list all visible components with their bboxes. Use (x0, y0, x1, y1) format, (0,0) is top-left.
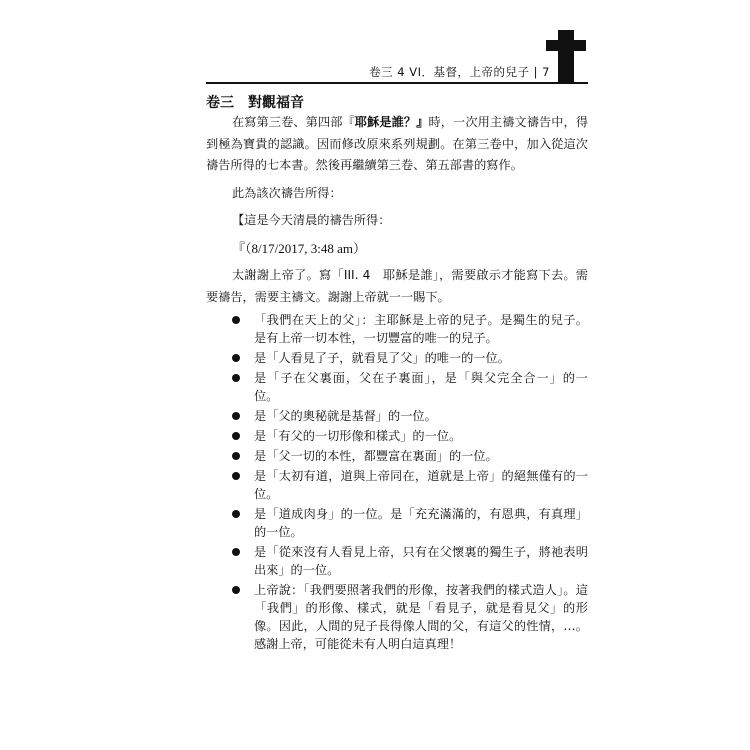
book-title-bold: 耶穌是誰？』 (354, 115, 429, 129)
list-item (206, 447, 588, 465)
list-item (206, 581, 588, 653)
bullet-icon (232, 452, 240, 460)
list-item (206, 427, 588, 445)
paragraph-intro-post: 時，一次用主禱文禱告中，得到極為寶貴的認識。因而修改原來系列規劃。在第三卷中，加入從這次禱告所得的七本書。然後再繼續第三卷、第五部書的寫作。 (206, 115, 589, 172)
list-item-text: 是「父的奧秘就是基督」的一位。 (254, 409, 437, 423)
list-item (206, 407, 588, 425)
bullet-icon (232, 316, 240, 324)
bullet-icon (232, 374, 240, 382)
bullet-icon (232, 548, 240, 556)
list-item (206, 467, 588, 503)
bullet-list (206, 311, 588, 653)
list-item (206, 311, 588, 347)
prayer-date: 『（8/17/2017, 3:48 am） (232, 240, 366, 256)
section-title: 卷三 對觀福音 (206, 95, 304, 111)
list-item-text: 是「太初有道，道與上帝同在，道就是上帝」的絕無僅有的一位。 (254, 469, 588, 501)
bullet-icon (232, 432, 240, 440)
list-item-text: 是「道成肉身」的一位。是「充充滿滿的，有恩典，有真理」的一位。 (254, 507, 588, 539)
list-item (206, 543, 588, 579)
list-item-text: 是「從來沒有人看見上帝，只有在父懷裏的獨生子，將祂表明出來」的一位。 (254, 545, 588, 577)
paragraph-thanks: 太謝謝上帝了。寫「III. 4 耶穌是誰」，需要啟示才能寫下去。需要禱告，需要主禱文。謝謝上帝就一一賜下。 (206, 268, 588, 304)
header-rule (206, 82, 588, 84)
bullet-icon (232, 510, 240, 518)
list-item (206, 369, 588, 405)
list-item (206, 505, 588, 541)
list-item-text: 是「有父的一切形像和樣式」的一位。 (254, 429, 462, 443)
list-item-text: 是「父一切的本性，都豐富在裏面」的一位。 (254, 449, 498, 463)
paragraph-morning-prayer: 【這是今天清晨的禱告所得： (232, 213, 391, 227)
list-item (206, 349, 588, 367)
paragraph-prayer-result: 此為該次禱告所得： (232, 185, 342, 200)
running-header: 卷三 4 VI．基督，上帝的兒子 | 7 (369, 65, 550, 79)
bullet-icon (232, 412, 240, 420)
bullet-icon (232, 472, 240, 480)
paragraph-intro-pre: 在寫第三卷、第四部『 (232, 115, 355, 129)
list-item-text: 「我們在天上的父」：主耶穌是上帝的兒子。是獨生的兒子。是有上帝一切本性，一切豐富的唯一的兒子。 (254, 313, 588, 345)
paragraph-intro (206, 112, 588, 177)
list-item-text: 是「人看見了子，就看見了父」的唯一的一位。 (254, 351, 510, 365)
list-item-text: 上帝說：「我們要照著我們的形像，按著我們的樣式造人」。這「我們」的形像、樣式，就是「看見子，就是看見父」的形像。因此，人間的兒子長得像人間的父，有這父的性情，…。感謝上帝，可能從未有人明白這真理！ (254, 583, 588, 651)
list-item-text: 是「子在父裏面，父在子裏面」，是「與父完全合一」的一位。 (254, 371, 588, 403)
bullet-icon (232, 354, 240, 362)
body-text (206, 112, 588, 655)
bullet-icon (232, 586, 240, 594)
